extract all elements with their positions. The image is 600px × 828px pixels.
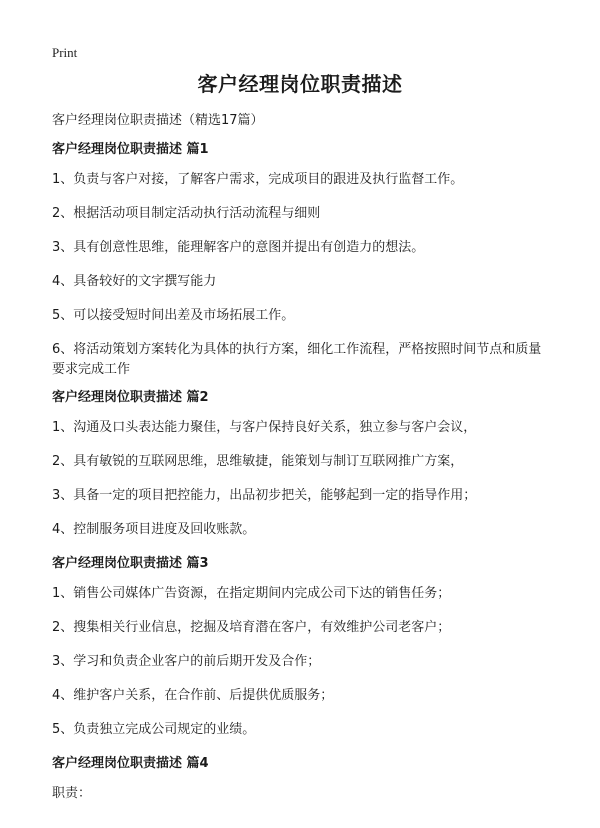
list-item: 5、负责独立完成公司规定的业绩。 — [52, 722, 256, 737]
list-item: 1、负责与客户对接，了解客户需求，完成项目的跟进及执行监督工作。 — [52, 172, 464, 187]
list-item: 2、根据活动项目制定活动执行活动流程与细则 — [52, 206, 321, 221]
print-link[interactable]: Print — [52, 45, 78, 60]
list-item: 3、具备一定的项目把控能力，出品初步把关，能够起到一定的指导作用； — [52, 488, 477, 503]
list-item: 6、将活动策划方案转化为具体的执行方案，细化工作流程，严格按照时间节点和质量要求完成工作 — [52, 342, 542, 377]
section-heading-2: 客户经理岗位职责描述 篇2 — [52, 390, 209, 405]
list-item: 1、销售公司媒体广告资源，在指定期间内完成公司下达的销售任务； — [52, 586, 451, 601]
list-item: 3、具有创意性思维，能理解客户的意图并提出有创造力的想法。 — [52, 240, 425, 255]
list-item: 4、维护客户关系，在合作前、后提供优质服务； — [52, 688, 334, 703]
section-heading-1: 客户经理岗位职责描述 篇1 — [52, 142, 209, 157]
section-heading-3: 客户经理岗位职责描述 篇3 — [52, 556, 209, 571]
list-item: 5、可以接受短时间出差及市场拓展工作。 — [52, 308, 295, 323]
list-item: 4、具备较好的文字撰写能力 — [52, 274, 217, 289]
list-item: 1、沟通及口头表达能力聚佳，与客户保持良好关系，独立参与客户会议， — [52, 420, 477, 435]
document-title: 客户经理岗位职责描述 — [197, 72, 403, 96]
document-subtitle: 客户经理岗位职责描述（精选17篇） — [52, 113, 264, 128]
list-item: 2、具有敏锐的互联网思维，思维敏捷，能策划与制订互联网推广方案， — [52, 454, 464, 469]
list-item: 2、搜集相关行业信息，挖掘及培育潜在客户，有效维护公司老客户； — [52, 620, 451, 635]
list-item: 3、学习和负责企业客户的前后期开发及合作； — [52, 654, 321, 669]
list-item: 职责： — [52, 786, 92, 801]
list-item: 4、控制服务项目进度及回收账款。 — [52, 522, 256, 537]
section-heading-4: 客户经理岗位职责描述 篇4 — [52, 756, 209, 771]
